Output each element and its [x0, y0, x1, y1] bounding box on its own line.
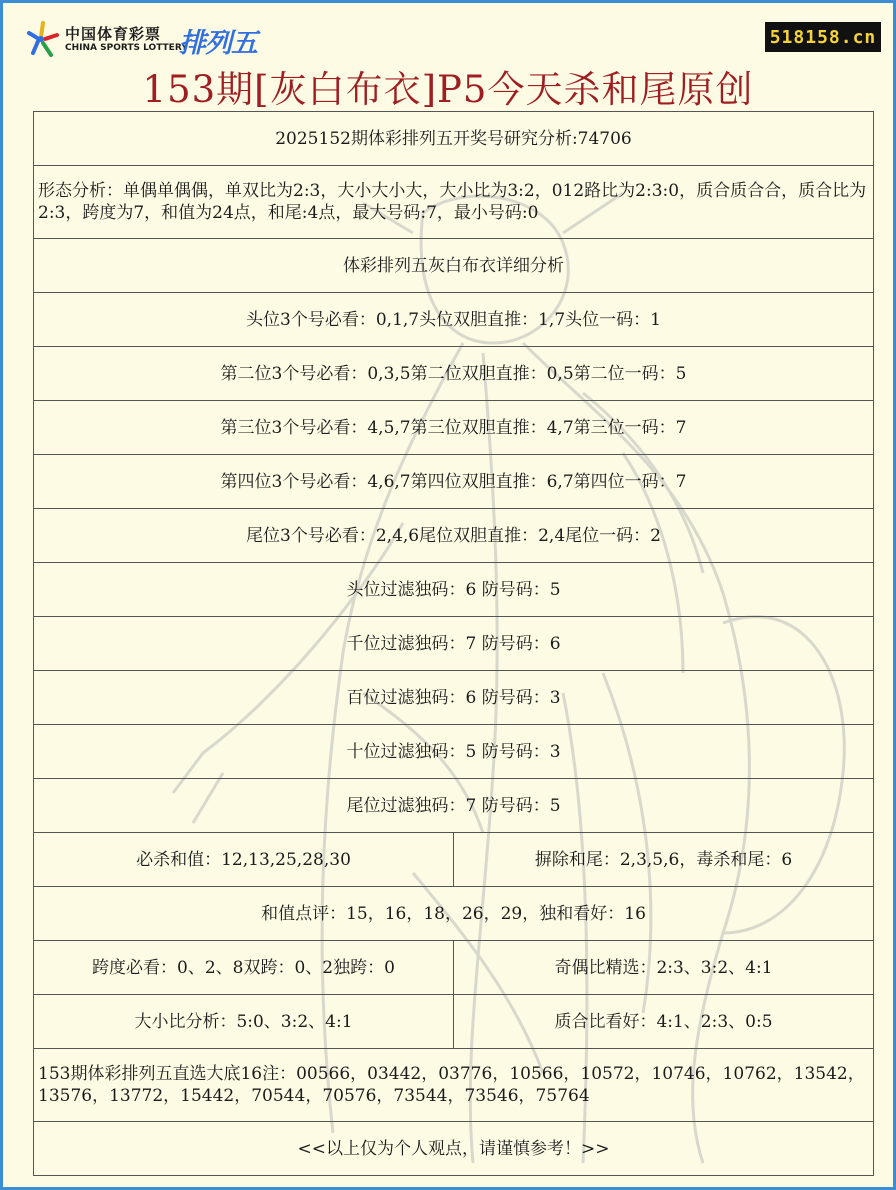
- result-cell: 2025152期体彩排列五开奖号研究分析:74706: [34, 112, 874, 165]
- table-row: [34, 112, 874, 166]
- odd-even-cell: 奇偶比精选：2:3、3:2、4:1: [454, 941, 874, 994]
- table-row: [34, 887, 874, 941]
- analysis-table: [33, 111, 874, 1176]
- filter-hundreds-cell: 百位过滤独码：6 防号码：3: [34, 671, 874, 724]
- sum-comment-cell: 和值点评：15，16，18，26，29，独和看好：16: [34, 887, 874, 940]
- filter-tail-cell: 尾位过滤独码：7 防号码：5: [34, 779, 874, 832]
- table-row: [34, 293, 874, 347]
- prime-cell: 质合比看好：4:1、2:3、0:5: [454, 995, 874, 1048]
- kill-tail-cell: 摒除和尾：2,3,5,6，毒杀和尾：6: [454, 833, 874, 886]
- pattern-analysis-cell: 形态分析：单偶单偶偶，单双比为2:3，大小大小大，大小比为3:2，012路比为2:3:0，质合质合合，质合比为2:3，跨度为7，和值为24点，和尾:4点，最大号码:7，最小号码:0: [34, 166, 874, 238]
- logo-english-text: CHINA SPORTS LOTTERY: [65, 43, 188, 53]
- filter-thousands-cell: 千位过滤独码：7 防号码：6: [34, 617, 874, 670]
- logo-brand-text: 排列五: [179, 28, 257, 59]
- table-row: [34, 725, 874, 779]
- table-row: [34, 347, 874, 401]
- position-2-cell: 第二位3个号必看：0,3,5第二位双胆直推：0,5第二位一码：5: [34, 347, 874, 400]
- site-badge[interactable]: 518158.cn: [765, 22, 881, 52]
- table-row: [34, 671, 874, 725]
- table-row: [34, 779, 874, 833]
- table-row: [34, 1122, 874, 1176]
- kill-sum-cell: 必杀和值：12,13,25,28,30: [34, 833, 454, 886]
- table-row: [34, 995, 874, 1049]
- position-4-cell: 第四位3个号必看：4,6,7第四位双胆直推：6,7第四位一码：7: [34, 455, 874, 508]
- picks-cell: 153期体彩排列五直选大底16注：00566，03442，03776，10566，10572，10746，10762，13542，13576，13772，15442，70544，70576，73544，73546，75764: [34, 1049, 874, 1121]
- header: [3, 3, 893, 109]
- filter-head-cell: 头位过滤独码：6 防号码：5: [34, 563, 874, 616]
- table-row: [34, 941, 874, 995]
- lottery-logo[interactable]: [21, 19, 281, 59]
- table-row: [34, 455, 874, 509]
- table-row: [34, 239, 874, 293]
- table-row: [34, 563, 874, 617]
- table-row: [34, 401, 874, 455]
- lottery-star-icon: [21, 19, 61, 59]
- table-row: [34, 833, 874, 887]
- table-row: [34, 166, 874, 239]
- position-5-cell: 尾位3个号必看：2,4,6尾位双胆直推：2,4尾位一码：2: [34, 509, 874, 562]
- table-row: [34, 617, 874, 671]
- table-row: [34, 1049, 874, 1122]
- big-small-cell: 大小比分析：5:0、3:2、4:1: [34, 995, 454, 1048]
- logo-chinese-text: 中国体育彩票: [65, 25, 162, 43]
- position-1-cell: 头位3个号必看：0,1,7头位双胆直推：1,7头位一码：1: [34, 293, 874, 346]
- span-cell: 跨度必看：0、2、8双跨：0、2独跨：0: [34, 941, 454, 994]
- section-title-cell: 体彩排列五灰白布衣详细分析: [34, 239, 874, 292]
- disclaimer-cell: <<以上仅为个人观点，请谨慎参考！>>: [34, 1122, 874, 1175]
- table-row: [34, 509, 874, 563]
- page-title: 153期[灰白布衣]P5今天杀和尾原创: [142, 68, 754, 111]
- filter-tens-cell: 十位过滤独码：5 防号码：3: [34, 725, 874, 778]
- position-3-cell: 第三位3个号必看：4,5,7第三位双胆直推：4,7第三位一码：7: [34, 401, 874, 454]
